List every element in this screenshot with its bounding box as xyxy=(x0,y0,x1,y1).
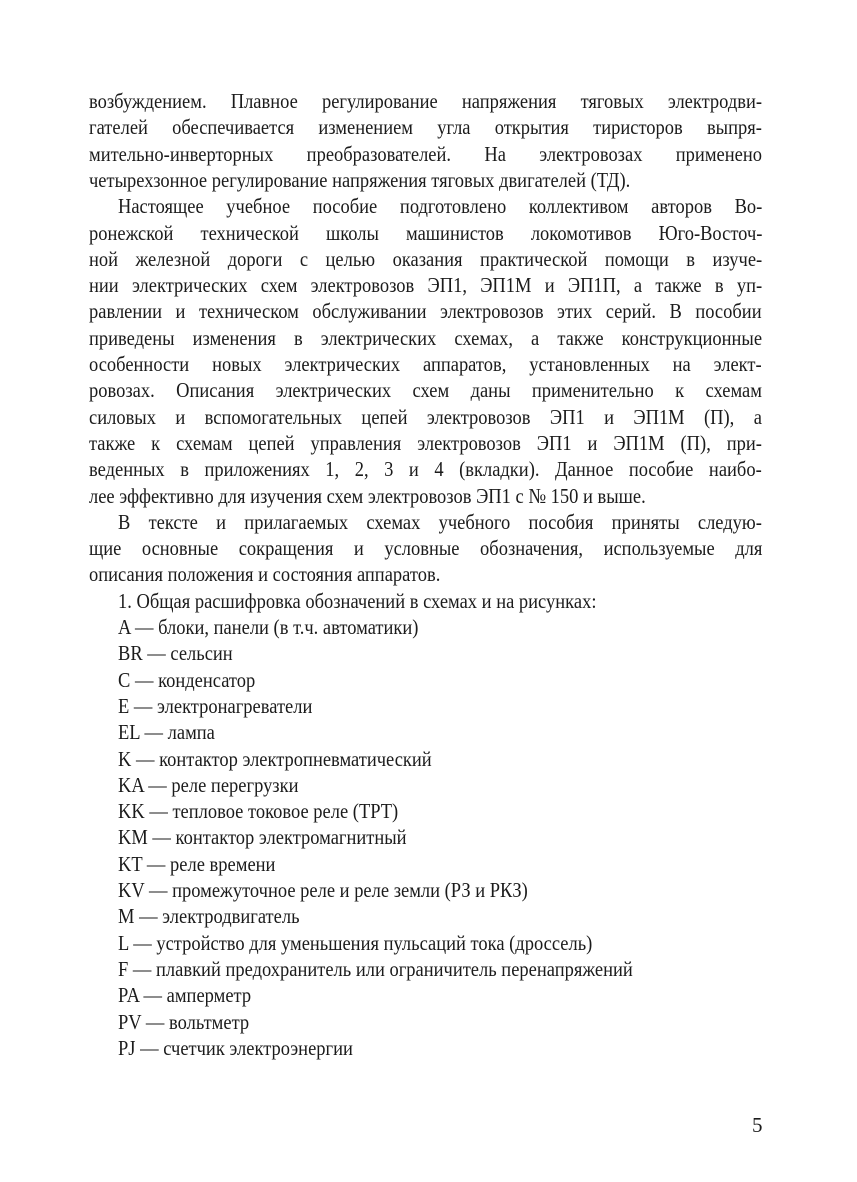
abbreviation-item-e: E — электронагреватели xyxy=(118,693,313,718)
paragraph-2-line: равлении и техническом обслуживании электровозов этих серий. В пособии xyxy=(89,299,762,324)
paragraph-2-line: нии электрических схем электровозов ЭП1, ЭП1М и ЭП1П, а также в уп- xyxy=(89,273,763,298)
abbreviation-item-l: L — устройство для уменьшения пульсаций тока (дроссель) xyxy=(118,930,593,955)
paragraph-3-line: В тексте и прилагаемых схемах учебного пособия приняты следую- xyxy=(118,509,762,534)
abbreviation-item-f: F — плавкий предохранитель или ограничитель перенапряжений xyxy=(118,956,633,981)
abbreviation-item-el: EL — лампа xyxy=(118,720,215,745)
abbreviation-item-pv: PV — вольтметр xyxy=(118,1009,250,1034)
abbreviation-item-k: K — контактор электропневматический xyxy=(118,746,432,771)
abbreviation-item-kk: KK — тепловое токовое реле (ТРТ) xyxy=(118,799,399,824)
paragraph-2-line: веденных в приложениях 1, 2, 3 и 4 (вкладки). Данное пособие наибо- xyxy=(89,457,762,482)
paragraph-2-line: лее эффективно для изучения схем электровозов ЭП1 с № 150 и выше. xyxy=(89,483,646,508)
paragraph-1-line: мительно-инверторных преобразователей. На электровозах применено xyxy=(89,141,762,166)
paragraph-2-line: силовых и вспомогательных цепей электровозов ЭП1 и ЭП1М (П), а xyxy=(89,404,762,429)
abbreviation-item-pa: PA — амперметр xyxy=(118,983,252,1008)
paragraph-2-line: приведены изменения в электрических схемах, а также конструкционные xyxy=(89,325,763,350)
paragraph-1-line: четырехзонное регулирование напряжения тяговых двигателей (ТД). xyxy=(89,167,631,192)
abbreviation-item-pj: PJ — счетчик электроэнергии xyxy=(118,1035,353,1060)
paragraph-2-line: особенности новых электрических аппаратов, установленных на элект- xyxy=(89,352,762,376)
abbreviation-item-br: BR — сельсин xyxy=(118,641,233,666)
paragraph-2-line: Настоящее учебное пособие подготовлено коллективом авторов Во- xyxy=(118,194,763,219)
paragraph-1-line: гателей обеспечивается изменением угла открытия тиристоров выпря- xyxy=(89,115,762,140)
paragraph-2-line: ной железной дороги с целью оказания практической помощи в изуче- xyxy=(89,246,763,271)
paragraph-2-line: также к схемам цепей управления электровозов ЭП1 и ЭП1М (П), при- xyxy=(89,430,762,455)
abbreviation-item-c: C — конденсатор xyxy=(118,667,256,692)
abbreviation-item-km: KM — контактор электромагнитный xyxy=(118,825,407,850)
paragraph-3-line: щие основные сокращения и условные обозначения, используемые для xyxy=(89,536,763,561)
paragraph-3-line: описания положения и состояния аппаратов. xyxy=(89,562,441,587)
abbreviation-item-ka: KA — реле перегрузки xyxy=(118,772,299,797)
paragraph-2-line: ровозах. Описания электрических схем даны применительно к схемам xyxy=(89,378,762,403)
list-heading: 1. Общая расшифровка обозначений в схемах и на рисунках: xyxy=(118,588,597,613)
abbreviation-item-kt: KT — реле времени xyxy=(118,851,276,876)
abbreviation-item-a: A — блоки, панели (в т.ч. автоматики) xyxy=(118,615,419,639)
paragraph-1-line: возбуждением. Плавное регулирование напряжения тяговых электродви- xyxy=(89,89,763,113)
abbreviation-item-kv: KV — промежуточное реле и реле земли (РЗ и РКЗ) xyxy=(118,878,528,902)
abbreviation-item-m: M — электродвигатель xyxy=(118,904,300,929)
page-number: 5 xyxy=(752,1113,763,1137)
paragraph-2-line: ронежской технической школы машинистов локомотивов Юго-Восточ- xyxy=(89,220,763,245)
